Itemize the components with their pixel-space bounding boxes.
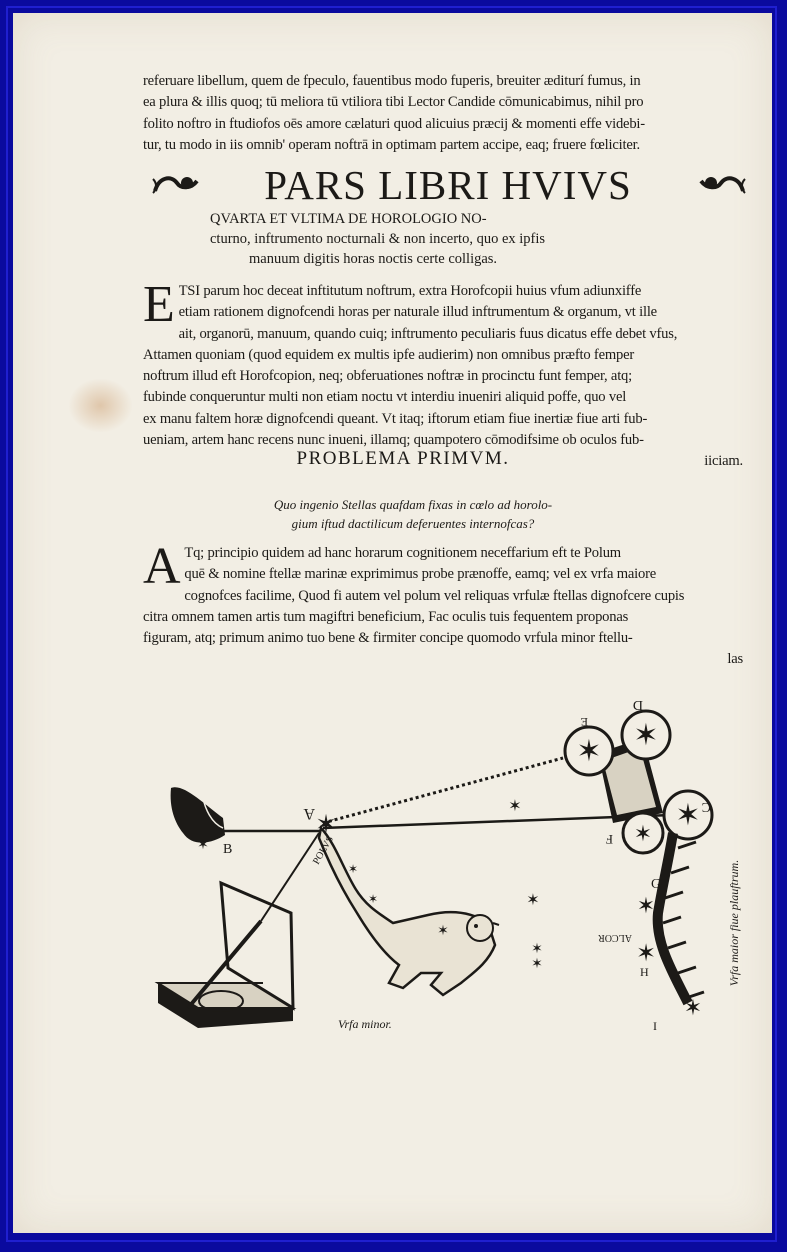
hand-pointer <box>171 787 225 842</box>
svg-text:✶: ✶ <box>347 862 359 876</box>
text-line: las <box>727 651 743 668</box>
svg-text:✶: ✶ <box>197 838 209 853</box>
svg-text:✶: ✶ <box>508 798 522 815</box>
subtitle-line: cturno, inftrumento nocturnali & non incerto, quo ex ipfis <box>210 231 546 247</box>
text-line: Tq; principio quidem ad hanc horarum cognitionem neceffarium eft te Polum <box>184 545 621 561</box>
question-line: Quo ingenio Stellas quafdam fixas in cœlo ad horolo- <box>273 497 553 512</box>
svg-text:✶: ✶ <box>531 957 543 972</box>
text-line: folito noftro in ftudiofos oēs amore cælaturi quod alicuius præcij & momenti effe videbi- <box>143 115 645 132</box>
text-line: citra omnem tamen artis tum magiftri beneficium, Fac oculis tuis fequentem proponas <box>143 608 629 625</box>
label-C: C <box>701 799 711 814</box>
right-ornament-icon <box>697 169 747 199</box>
svg-text:✶: ✶ <box>636 893 656 918</box>
text-line: quē & nomine ftellæ marinæ exprimimus probe prænoffe, eamq; vel ex vrfa maiore <box>184 566 657 583</box>
svg-text:✶: ✶ <box>437 924 449 939</box>
paper-stain <box>68 378 133 433</box>
svg-text:✶: ✶ <box>576 735 602 768</box>
text-line: ea plura & illis quoq; tū meliora tū vtiliora tibi Lector Candide cōmunicabimus, nihil pro <box>143 94 644 111</box>
svg-text:✶: ✶ <box>315 810 337 839</box>
problem-paragraph <box>143 538 743 671</box>
text-line: TSI parum hoc deceat inftitutum noftrum, extra Horofcopii huius vfum adiunxiffe <box>178 283 642 299</box>
text-line: ex manu faltem horæ dignofcendi queant. Vt itaq; iftorum etiam fiue inertiæ fiue arti fub- <box>143 410 648 427</box>
question-line: gium iftud dactilicum deferuentes internofcas? <box>291 516 535 531</box>
intro-paragraph <box>143 276 743 473</box>
label-H: H <box>640 965 649 979</box>
label-D: D <box>632 697 643 712</box>
label-B: B <box>223 842 233 857</box>
svg-text:✶: ✶ <box>633 821 653 846</box>
label-E: E <box>580 715 588 729</box>
section-title: PARS LIBRI HVIVS <box>264 162 632 208</box>
svg-text:✶: ✶ <box>531 942 543 957</box>
text-line: referuare libellum, quem de fpeculo, fauentibus modo fuperis, breuiter æditurí fumus, in <box>143 73 641 89</box>
text-line: fubinde conqueruntur multi non etiam noctu vt interdiu inueniri aliquid poffe, quo vel <box>143 389 627 406</box>
label-G: G <box>651 877 662 892</box>
label-F: F <box>605 832 613 847</box>
text-line: iiciam. <box>704 453 743 470</box>
ursa-minor-label: Vrfa minor. <box>338 1017 392 1031</box>
text-line: cognofces facilime, Quod fi autem vel polum vel reliquas vrfulæ ftellas dignofcere cupis <box>184 587 685 604</box>
text-line: noftrum illud eft Horofcopion, neq; obferuationes noftræ in procinctu funt femper, atq; <box>143 368 633 385</box>
problem-question <box>243 495 583 533</box>
drop-cap: A <box>143 538 181 595</box>
svg-text:✶: ✶ <box>526 892 540 909</box>
section-subtitle <box>163 209 723 269</box>
svg-text:✶: ✶ <box>367 892 379 906</box>
text-line: figuram, atq; primum animo tuo bene & firmiter concipe quomodo vrfula minor ftellu- <box>143 630 633 647</box>
text-line: ueniam, artem hanc recens nunc inueni, illamq; quampotero cōmodifsime ob oculos fub- <box>143 432 644 449</box>
subtitle-line: QVARTA ET VLTIMA DE HOROLOGIO NO- <box>210 211 487 227</box>
polus-label: POLVS <box>311 834 336 867</box>
label-I: I <box>653 1019 657 1033</box>
subtitle-line: manuum digitis horas noctis certe colligas. <box>249 251 498 267</box>
text-line: tur, tu modo in iis omnib' operam noftrā in optimam partem accipe, eaq; fruere fœliciter. <box>143 136 640 153</box>
constellation-woodcut <box>143 683 753 1053</box>
alcor-label: ALCOR <box>598 932 632 943</box>
drop-cap: E <box>143 276 175 333</box>
book-page <box>13 13 772 1233</box>
text-line: etiam rationem dignofcendi horas per naturale illud inftrumentum & organum, vt ille <box>178 304 657 321</box>
svg-text:✶: ✶ <box>675 799 701 832</box>
section-title-row <box>151 161 741 209</box>
svg-text:✶: ✶ <box>633 719 659 752</box>
left-ornament-icon <box>151 169 201 199</box>
problem-heading: PROBLEMA PRIMVM. <box>296 448 510 469</box>
label-A: A <box>303 805 315 822</box>
svg-text:✶: ✶ <box>635 941 657 967</box>
ursa-minor-bear <box>319 828 499 995</box>
text-line: ait, organorū, manuum, quando cuiq; inftrumento peculiaris fuus dicatus effe debet vfus, <box>178 325 678 342</box>
ursa-maior-label: Vrfa maior fiue plauftrum. <box>727 859 741 987</box>
svg-text:✶: ✶ <box>683 995 703 1020</box>
text-line: Attamen quoniam (quod equidem ex multis ipfe audierim) non omnibus præfto femper <box>143 346 635 363</box>
top-paragraph <box>143 71 743 156</box>
